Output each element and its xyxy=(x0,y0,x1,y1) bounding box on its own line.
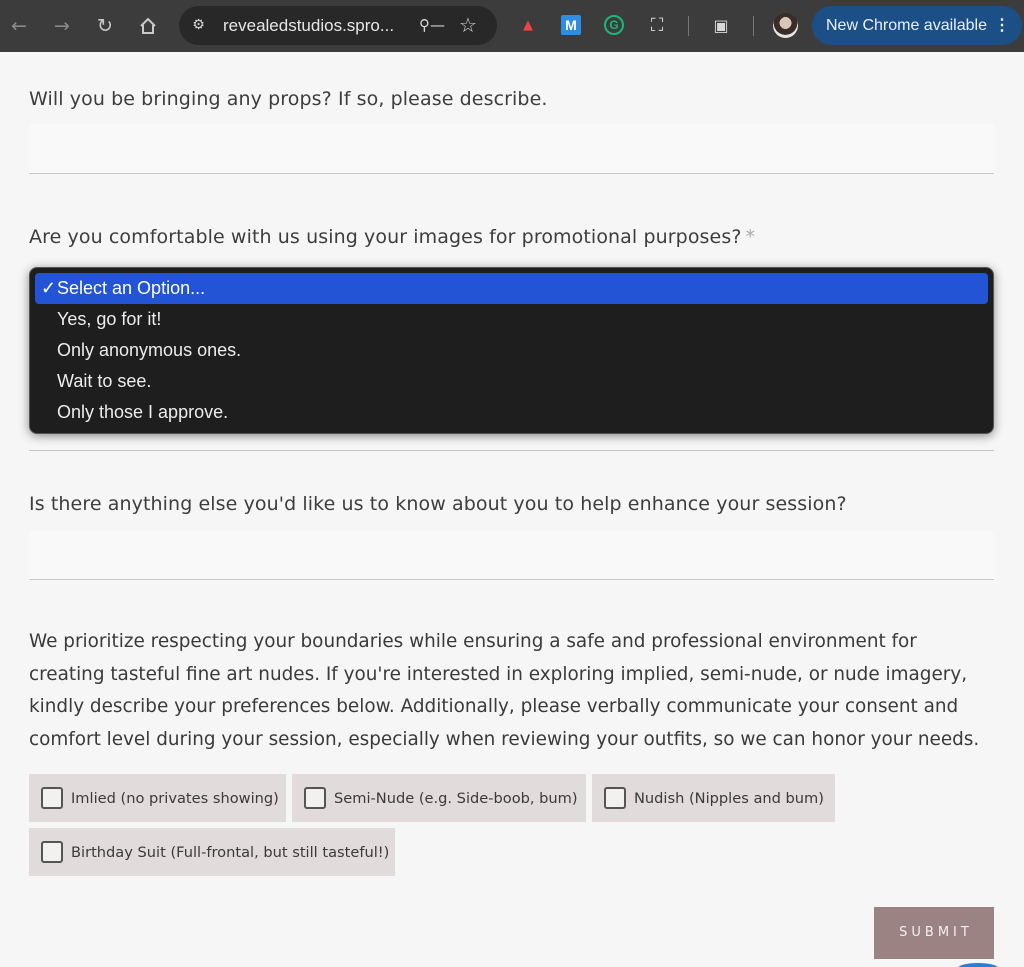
password-key-icon[interactable]: ⚲— xyxy=(419,16,445,34)
else-input[interactable] xyxy=(29,530,994,580)
toolbar-divider xyxy=(753,16,754,36)
promo-select-dropdown[interactable] xyxy=(29,267,994,434)
checkbox-birthday-suit[interactable] xyxy=(29,828,395,876)
option-label: Wait to see. xyxy=(57,371,152,391)
reload-icon[interactable]: ↻ xyxy=(97,15,113,37)
checkbox-square[interactable] xyxy=(41,787,63,809)
toolbar-divider xyxy=(688,16,689,36)
site-settings-icon[interactable]: ⚙ xyxy=(192,17,205,33)
rainbow-extension-icon[interactable]: ▲ xyxy=(523,17,533,33)
new-chrome-button[interactable] xyxy=(812,6,1022,45)
promo-select-underline xyxy=(29,450,994,451)
bookmark-star-icon[interactable]: ☆ xyxy=(459,13,477,37)
select-option-wait[interactable] xyxy=(35,366,988,397)
boundaries-description xyxy=(29,626,1004,756)
forward-icon[interactable]: → xyxy=(54,15,70,37)
boundaries-line: kindly describe your preferences below. Additionally, please verbally communicate your consent and xyxy=(29,696,959,717)
checkbox-square[interactable] xyxy=(304,787,326,809)
boundaries-line: comfort level during your session, especially when reviewing your outfits, so we can honor your needs. xyxy=(29,728,980,750)
checkbox-label: Semi-Nude (e.g. Side-boob, bum) xyxy=(334,789,578,807)
back-icon[interactable]: ← xyxy=(11,15,27,37)
chat-widget-icon[interactable] xyxy=(958,963,998,967)
select-option-placeholder[interactable] xyxy=(35,273,988,304)
checkmark-icon: ✓ xyxy=(41,278,57,298)
option-label: Select an Option... xyxy=(57,278,206,298)
more-icon[interactable]: ⋮ xyxy=(994,17,1010,34)
checkbox-nudish[interactable] xyxy=(592,774,835,822)
checkbox-label: Imlied (no privates showing) xyxy=(71,789,279,807)
checkbox-square[interactable] xyxy=(41,841,63,863)
option-label: Only those I approve. xyxy=(57,402,229,422)
props-question-label: Will you be bringing any props? If so, please describe. xyxy=(29,88,548,110)
browser-toolbar xyxy=(0,0,1024,52)
url-text: revealedstudios.spro... xyxy=(223,16,395,35)
boundaries-line: creating tasteful fine art nudes. If you're interested in exploring implied, semi-nude, or nude imagery, xyxy=(29,663,968,685)
grammarly-extension-icon[interactable]: G xyxy=(604,15,624,35)
promo-question-label xyxy=(29,226,755,248)
new-chrome-label: New Chrome available xyxy=(826,17,987,34)
checkbox-implied[interactable] xyxy=(29,774,286,822)
address-bar[interactable] xyxy=(179,6,497,45)
promo-question-text: Are you comfortable with us using your images for promotional purposes? xyxy=(29,226,742,248)
checkbox-square[interactable] xyxy=(604,787,626,809)
checkbox-semi-nude[interactable] xyxy=(292,774,586,822)
select-option-yes[interactable] xyxy=(35,304,988,335)
select-option-anonymous[interactable] xyxy=(35,335,988,366)
submit-button[interactable]: SUBMIT xyxy=(874,907,994,959)
option-label: Yes, go for it! xyxy=(57,309,162,329)
checkbox-label: Birthday Suit (Full-frontal, but still tasteful!) xyxy=(71,843,390,861)
props-input[interactable] xyxy=(29,124,994,174)
tab-search-icon[interactable]: ▣ xyxy=(713,15,729,35)
option-label: Only anonymous ones. xyxy=(57,340,242,360)
m-extension-icon[interactable]: M xyxy=(561,15,581,35)
select-option-approve[interactable] xyxy=(35,397,988,428)
checkbox-label: Nudish (Nipples and bum) xyxy=(634,789,824,807)
extensions-icon[interactable]: ⛶ xyxy=(650,14,664,36)
boundaries-line: We prioritize respecting your boundaries while ensuring a safe and professional environment for xyxy=(29,631,917,652)
home-icon[interactable] xyxy=(133,11,163,41)
else-question-label: Is there anything else you'd like us to know about you to help enhance your session? xyxy=(29,493,847,515)
profile-avatar[interactable] xyxy=(773,13,798,38)
required-asterisk: * xyxy=(745,226,756,248)
